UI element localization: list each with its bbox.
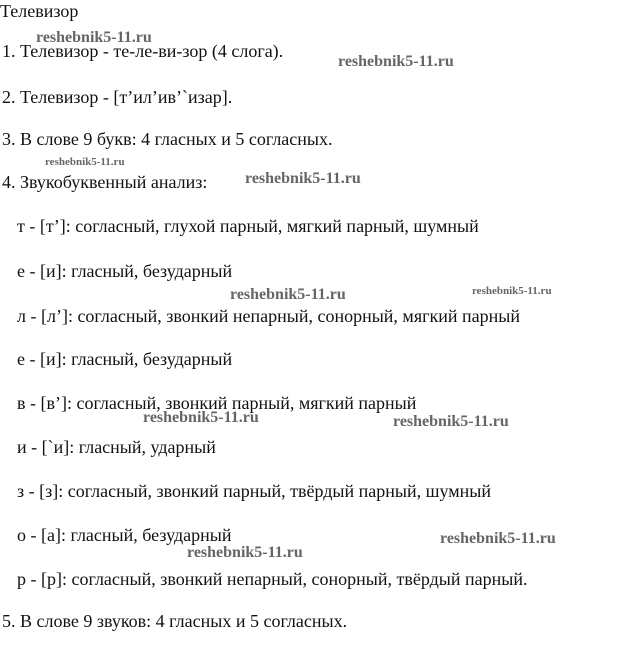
letter-analysis-r: р - [р]: согласный, звонкий непарный, сонорный, твёрдый парный.: [17, 569, 528, 589]
watermark-text: reshebnik5-11.ru: [143, 409, 259, 426]
transcription-line: 2. Телевизор - [т’ил’ив’`изар].: [2, 87, 233, 107]
letter-analysis-l: л - [л’]: согласный, звонкий непарный, сонорный, мягкий парный: [17, 306, 520, 326]
letter-count-line: 3. В слове 9 букв: 4 гласных и 5 согласных.: [2, 129, 333, 149]
letter-analysis-z: з - [з]: согласный, звонкий парный, твёрдый парный, шумный: [17, 481, 491, 501]
letter-analysis-i: и - [`и]: гласный, ударный: [17, 437, 216, 457]
watermark-text: reshebnik5-11.ru: [338, 53, 454, 70]
letter-analysis-t: т - [т’]: согласный, глухой парный, мягкий парный, шумный: [17, 216, 479, 236]
analysis-heading: 4. Звукобуквенный анализ:: [2, 172, 208, 192]
watermark-text: reshebnik5-11.ru: [472, 285, 552, 297]
letter-analysis-e-2: е - [и]: гласный, безударный: [17, 349, 233, 369]
watermark-text: reshebnik5-11.ru: [440, 530, 556, 547]
letter-analysis-e-1: е - [и]: гласный, безударный: [17, 261, 233, 281]
watermark-text: reshebnik5-11.ru: [393, 413, 509, 430]
sound-count-line: 5. В слове 9 звуков: 4 гласных и 5 согласных.: [2, 611, 348, 631]
watermark-text: reshebnik5-11.ru: [187, 544, 303, 561]
watermark-text: reshebnik5-11.ru: [230, 286, 346, 303]
syllables-line: 1. Телевизор - те-ле-ви-зор (4 слога).: [2, 41, 284, 61]
letter-analysis-o: о - [а]: гласный, безударный: [17, 525, 232, 545]
watermark-text: reshebnik5-11.ru: [36, 29, 152, 46]
letter-analysis-v: в - [в’]: согласный, звонкий парный, мягкий парный: [17, 393, 417, 413]
document-title: Телевизор: [0, 1, 79, 21]
watermark-text: reshebnik5-11.ru: [45, 156, 125, 168]
watermark-text: reshebnik5-11.ru: [245, 170, 361, 187]
